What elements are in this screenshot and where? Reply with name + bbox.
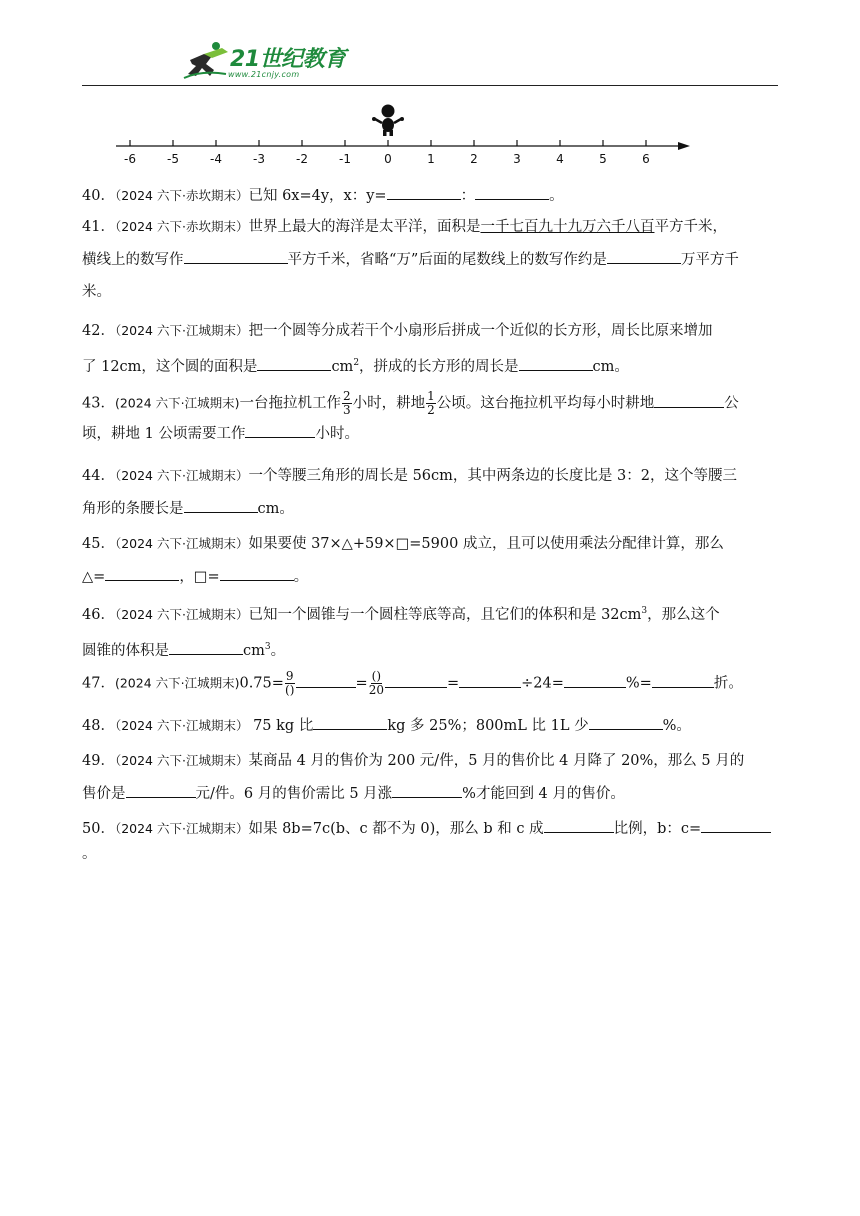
question-source: （2024 六下·江城期末） (114, 821, 249, 836)
question-50 (82, 816, 782, 867)
question-source: (2024 六下·江城期末) (114, 395, 240, 411)
question-text: 已知一个圆锥与一个圆柱等底等高，且它们的体积和是 32cm (248, 606, 642, 623)
question-source: （2024 六下·江城期末） (114, 718, 249, 733)
tick-label: -1 (339, 152, 351, 166)
question-text: 圆锥的体积是 (82, 642, 169, 659)
question-text: 小时，耕地 (352, 395, 426, 412)
question-text: 公顷。这台拖拉机平均每小时耕地 (436, 395, 655, 412)
question-text: 。 (293, 569, 309, 585)
question-number: 43． (82, 395, 115, 412)
question-text: 平方千米，省略“万”后面的尾数线上的数写作约是 (287, 252, 607, 268)
fraction (342, 390, 352, 417)
answer-blank[interactable] (392, 781, 462, 798)
tick-label: 1 (427, 152, 435, 166)
question-text: %。 (662, 718, 691, 734)
question-text: %才能回到 4 月的售价。 (462, 786, 625, 802)
question-source: （2024 六下·赤坎期末） (114, 188, 249, 203)
fraction (369, 670, 384, 697)
logo-url: www.21cnjy.com (228, 70, 300, 79)
question-source: （2024 六下·赤坎期末） (114, 219, 249, 234)
tick-label: -3 (253, 152, 265, 166)
question-text: 某商品 4 月的售价为 200 元/件，5 月的售价比 4 月降了 20%，那么 5 月的 (248, 753, 745, 769)
tick-label: 5 (599, 152, 607, 166)
question-text: = (446, 675, 460, 692)
question-text: ，拼成的长方形的周长是 (359, 358, 519, 375)
fraction-numerator: 1 (427, 389, 435, 403)
fraction-numerator: () (371, 669, 382, 683)
question-text: 一个等腰三角形的周长是 56cm，其中两条边的长度比是 3：2，这个等腰三 (248, 468, 737, 484)
question-text: ： (460, 188, 476, 204)
question-text: cm (243, 642, 265, 659)
question-text: 一台拖拉机工作 (239, 395, 341, 412)
answer-blank[interactable] (589, 713, 663, 730)
question-text: 小时。 (315, 426, 359, 442)
question-number: 50． (82, 821, 115, 837)
question-45 (82, 531, 782, 590)
answer-blank[interactable] (245, 421, 315, 438)
question-text: kg 多 25%；800mL 比 1L 少 (387, 718, 589, 734)
tick-label: -2 (296, 152, 308, 166)
answer-blank[interactable] (220, 564, 294, 581)
question-number: 40． (82, 188, 115, 204)
answer-blank[interactable] (654, 391, 724, 408)
answer-blank[interactable] (519, 354, 593, 371)
number-line-figure (112, 96, 702, 174)
question-text: △= (82, 569, 106, 585)
tick-label: 2 (470, 152, 478, 166)
header-divider (82, 85, 778, 86)
page-header (82, 0, 778, 86)
person-figure-icon (372, 105, 404, 137)
fraction-numerator: 9 (285, 669, 294, 683)
answer-blank[interactable] (459, 671, 521, 688)
question-text: 万平方千 (680, 252, 739, 268)
question-number: 42． (82, 323, 115, 339)
question-text: 元/件。6 月的售价需比 5 月涨 (195, 786, 393, 802)
answer-blank[interactable] (475, 183, 549, 200)
tick-label: -6 (124, 152, 136, 166)
answer-blank[interactable] (313, 713, 387, 730)
question-text: 米。 (82, 284, 111, 300)
question-text: 已知 6x=4y，x：y= (248, 188, 387, 204)
question-47 (82, 670, 782, 697)
question-text: 世界上最大的海洋是太平洋，面积是 (248, 219, 481, 235)
answer-blank[interactable] (184, 247, 288, 264)
question-source: （2024 六下·江城期末） (114, 536, 249, 551)
answer-blank[interactable] (387, 183, 461, 200)
question-41 (82, 214, 782, 305)
question-42 (82, 318, 782, 380)
answer-blank[interactable] (652, 671, 714, 688)
answer-blank[interactable] (607, 247, 681, 264)
question-number: 45． (82, 536, 115, 552)
question-source: （2024 六下·江城期末） (114, 468, 249, 483)
answer-blank[interactable] (544, 816, 614, 833)
tick-label: 4 (556, 152, 564, 166)
question-text: cm。 (257, 501, 294, 517)
superscript: 3 (641, 606, 648, 616)
question-text: 横线上的数写作 (82, 252, 184, 268)
question-number: 49． (82, 753, 115, 769)
question-text: 角形的条腰长是 (82, 501, 184, 517)
question-text: 。 (549, 188, 564, 204)
question-46 (82, 599, 782, 664)
tick-label: 3 (513, 152, 521, 166)
question-text: cm。 (592, 358, 629, 375)
question-text: ，□= (179, 569, 220, 585)
question-source: (2024 六下·江城期末) (114, 675, 240, 691)
question-49 (82, 748, 782, 807)
answer-blank[interactable] (564, 671, 626, 688)
tick-label: 0 (384, 152, 392, 166)
question-text: 如果要使 37×△+59×□=5900 成立，且可以使用乘法分配律计算，那么 (248, 536, 724, 552)
question-text: 把一个圆等分成若干个小扇形后拼成一个近似的长方形，周长比原来增加 (248, 323, 713, 339)
question-number: 47． (82, 675, 115, 692)
question-text: 0.75= (239, 675, 284, 692)
answer-blank[interactable] (105, 564, 179, 581)
tick-label: 6 (642, 152, 650, 166)
question-text: 比例，b：c= (613, 821, 702, 837)
question-48 (82, 713, 782, 739)
fraction-denominator: () (285, 683, 295, 697)
answer-blank[interactable] (184, 496, 258, 513)
question-number: 44． (82, 468, 115, 484)
question-number: 48． (82, 718, 115, 734)
answer-blank[interactable] (296, 671, 356, 688)
fraction-denominator: 3 (342, 403, 351, 417)
question-text: 售价是 (82, 786, 126, 802)
fraction-numerator: 2 (342, 389, 351, 403)
question-source: （2024 六下·江城期末） (114, 323, 249, 338)
question-text: 顷，耕地 1 公顷需要工作 (82, 426, 246, 442)
question-40 (82, 183, 782, 209)
question-text: 折。 (713, 675, 743, 692)
question-text: ÷24= (521, 675, 564, 692)
tick-label: -5 (167, 152, 179, 166)
question-text: %= (625, 675, 652, 692)
question-source: （2024 六下·江城期末） (114, 753, 249, 768)
superscript: 2 (353, 358, 360, 368)
question-number: 41． (82, 219, 115, 235)
question-text: 如果 8b=7c(b、c 都不为 0)，那么 b 和 c 成 (248, 821, 544, 837)
question-text: ，那么这个 (647, 606, 720, 623)
question-number: 46． (82, 606, 115, 623)
fraction (285, 670, 295, 697)
tick-label: -4 (210, 152, 222, 166)
answer-blank[interactable] (257, 354, 331, 371)
question-text: cm (331, 358, 354, 375)
fraction-denominator: 2 (427, 403, 435, 417)
fraction-denominator: 20 (368, 683, 384, 697)
fraction (426, 390, 436, 417)
logo (182, 40, 352, 84)
runner-logo-icon (182, 40, 232, 80)
superscript: 3 (264, 641, 271, 652)
underlined-number-text: 一千七百九十九万六千八百 (480, 219, 655, 235)
question-43 (82, 390, 782, 447)
answer-blank[interactable] (385, 671, 447, 688)
question-text: 。 (270, 642, 286, 659)
answer-blank[interactable] (126, 781, 196, 798)
question-text: 了 12cm，这个圆的面积是 (82, 358, 258, 375)
answer-blank[interactable] (701, 816, 771, 833)
question-44 (82, 463, 782, 522)
answer-blank[interactable] (169, 638, 243, 655)
question-text: 。 (82, 846, 97, 862)
question-text: 平方千米， (654, 219, 727, 235)
question-source: （2024 六下·江城期末） (114, 606, 249, 622)
question-text: 75 kg 比 (248, 718, 314, 734)
question-text: 公 (724, 395, 739, 412)
arrow-head-icon (678, 142, 690, 150)
logo-text: 21世纪教育 (230, 47, 346, 72)
question-text: = (355, 675, 368, 692)
tick-group (124, 140, 650, 166)
